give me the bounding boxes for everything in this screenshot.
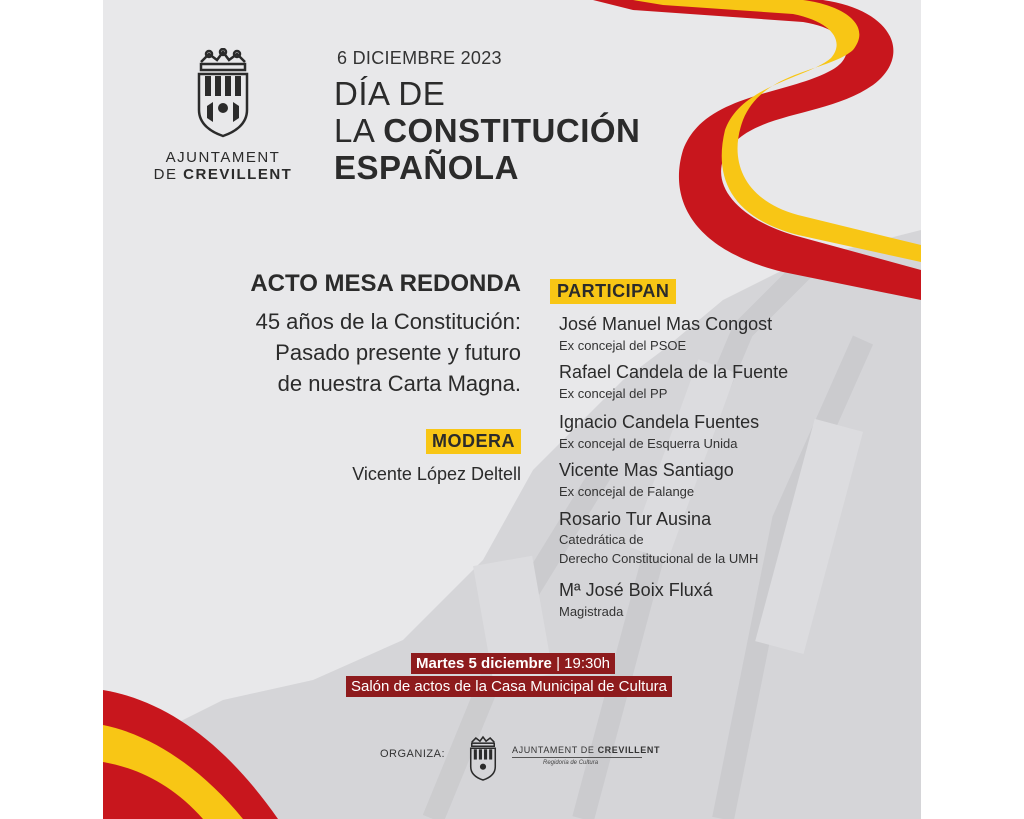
title-line1: DÍA DE	[334, 75, 446, 112]
footer-org-department: Regidoria de Cultura	[543, 760, 599, 766]
organizer-label: ORGANIZA:	[380, 748, 446, 760]
participant-role: Ex concejal del PP	[559, 386, 668, 401]
act-subtitle-line: 45 años de la Constitución:	[255, 309, 521, 334]
crevillent-coat-of-arms-icon	[468, 735, 498, 781]
flag-ribbon-top	[573, 0, 921, 300]
moderator-label: MODERA	[426, 429, 521, 454]
participant-name: Rafael Candela de la Fuente	[559, 362, 789, 382]
act-subtitle-line: de nuestra Carta Magna.	[277, 371, 521, 396]
title-line2: LA CONSTITUCIÓN	[334, 112, 641, 149]
crevillent-coat-of-arms-icon	[195, 48, 251, 138]
title-line3: ESPAÑOLA	[334, 149, 519, 186]
participant-role: Ex concejal de Falange	[559, 484, 695, 499]
logo-name-line1: AJUNTAMENT	[165, 149, 281, 166]
participant-name: Ignacio Candela Fuentes	[559, 412, 760, 432]
logo-name-line2: DE CREVILLENT	[153, 166, 293, 183]
participant-name: Mª José Boix Fluxá	[559, 580, 713, 600]
footer-divider	[512, 757, 642, 758]
event-datetime: Martes 5 diciembre | 19:30h	[411, 653, 615, 674]
participant-role: Magistrada	[559, 604, 624, 619]
event-date: 6 DICIEMBRE 2023	[337, 48, 502, 68]
participant-name: Rosario Tur Ausina	[559, 509, 712, 529]
poster	[103, 0, 921, 819]
participant-role: Ex concejal de Esquerra Unida	[559, 436, 738, 451]
participant-name: Vicente Mas Santiago	[559, 460, 734, 480]
participant-role: Ex concejal del PSOE	[559, 338, 687, 353]
footer-org-name: AJUNTAMENT DE CREVILLENT	[512, 745, 661, 755]
participant-role: Derecho Constitucional de la UMH	[559, 551, 759, 566]
event-venue: Salón de actos de la Casa Municipal de Cultura	[346, 676, 672, 697]
municipal-logo	[143, 48, 303, 183]
participant-name: José Manuel Mas Congost	[559, 314, 773, 334]
act-subtitle-line: Pasado presente y futuro	[275, 340, 521, 365]
participant-role: Catedrática de	[559, 532, 644, 547]
participants-label: PARTICIPAN	[550, 279, 676, 304]
moderator-name: Vicente López Deltell	[352, 464, 521, 484]
flag-ribbon-bottom	[103, 690, 293, 819]
act-title: ACTO MESA REDONDA	[250, 270, 521, 297]
